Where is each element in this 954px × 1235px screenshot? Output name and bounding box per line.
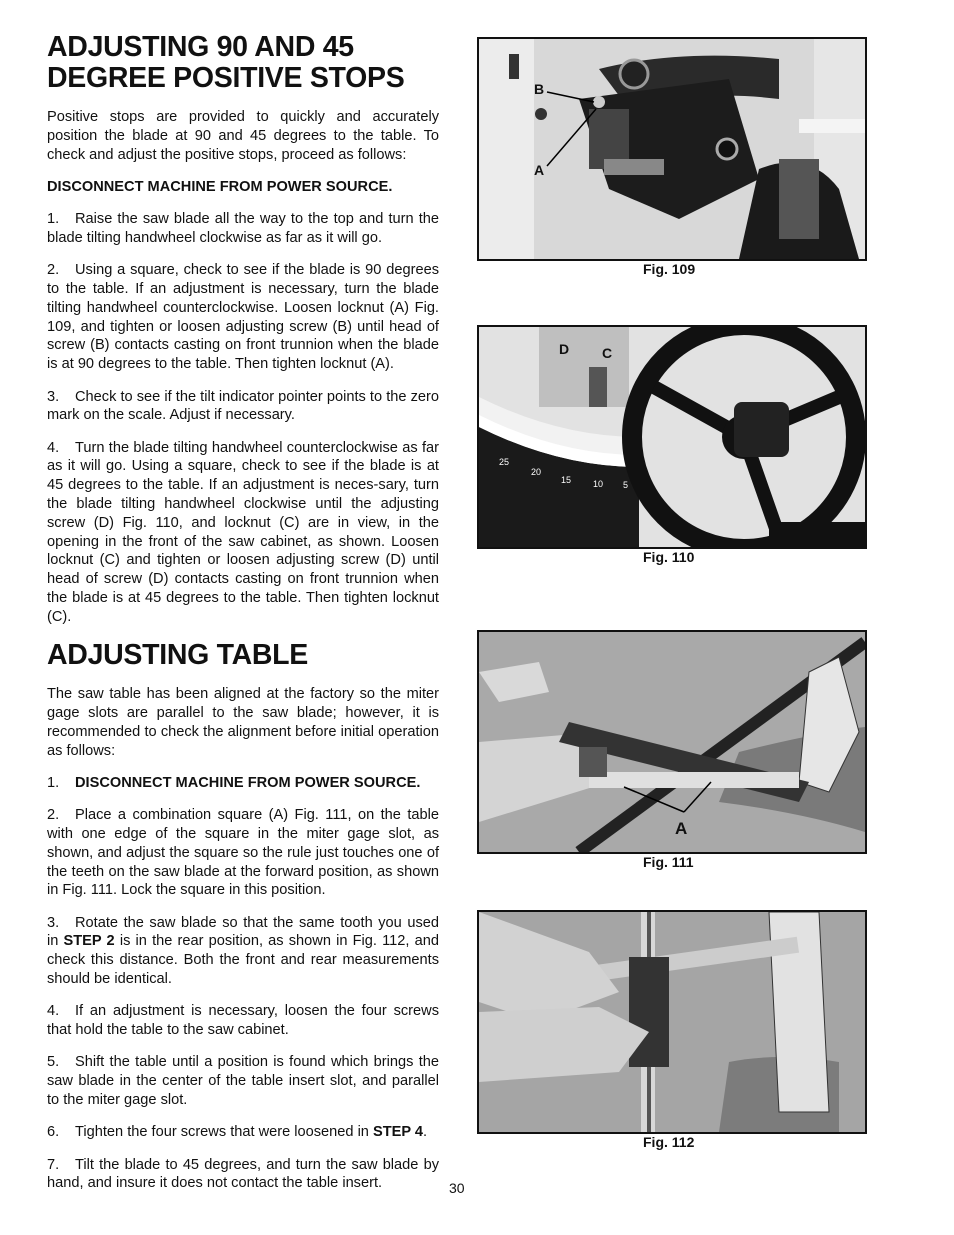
figure-109-caption: Fig. 109 (643, 261, 696, 277)
scale-tick-label: 25 (499, 457, 510, 467)
step-paragraph: 6. Tighten the four screws that were loosened in STEP 4. (47, 1124, 428, 1141)
callout-a: A (534, 162, 545, 178)
step-paragraph: 4. If an adjustment is necessary, loosen the four screws that hold the table to the saw cabinet. (47, 1003, 439, 1039)
text-column (47, 32, 439, 1207)
combination-square-front-illustration (479, 632, 865, 852)
step-paragraph: 3. Rotate the saw blade so that the same tooth you used in STEP 2 is in the rear position, as shown in Fig. 112, and check this distance. Both the front and rear measurements should be identical. (47, 914, 439, 987)
figure-109-photo (477, 37, 867, 261)
figure-111-photo (477, 630, 867, 854)
figure-110-caption: Fig. 110 (643, 549, 695, 565)
trunnion-mechanism-illustration (479, 39, 865, 259)
step-paragraph: 5. Shift the table until a position is found which brings the saw blade in the center of the table insert slot, and parallel to the miter gage slot. (47, 1054, 439, 1108)
step-paragraph: 2. Place a combination square (A) Fig. 111, on the table with one edge of the square in the miter gage slot, as shown, and adjust the square so the rule just touches one of the teeth on the saw blade at the forward position, as shown in Fig. 111. Lock the square in this position. (47, 807, 439, 899)
page-number: 30 (449, 1180, 465, 1196)
scale-tick-label: 15 (561, 475, 572, 485)
combination-square-rear-illustration (479, 912, 865, 1132)
callout-c: C (602, 345, 613, 361)
figure-112-caption: Fig. 112 (643, 1134, 695, 1150)
scale-tick-label: 20 (531, 467, 542, 477)
figure-110-photo (477, 325, 867, 549)
scale-tick-label: 10 (593, 479, 604, 489)
callout-a: A (675, 819, 688, 838)
figure-111-caption: Fig. 111 (643, 854, 694, 870)
step-paragraph: 4. Turn the blade tilting handwheel counterclockwise as far as it will go. Using a square, check to see if the blade is at 45 degrees to the table. If an adjustment is neces-sary, turn the blade tilting handwheel clockwise until the adjusting screw (D) Fig. 110, and locknut (C) are in view, in the opening in the front of the saw cabinet, as shown. Loosen locknut (C) and tighten or loosen adjusting screw (D) until head of screw (D) contacts casting on front trunnion when the blade is at 45 degrees to the table. Then tighten locknut (C). (47, 439, 439, 625)
section-title-positive-stops (47, 32, 439, 94)
intro-paragraph: Positive stops are provided to quickly and accurately position the blade at 90 and 45 degrees to the table. To check and adjust the positive stops, proceed as follows: (47, 109, 439, 163)
step-paragraph: 1. Raise the saw blade all the way to the top and turn the blade tilting handwheel clockwise as far as it will go. (47, 211, 439, 246)
section-title-adjusting-table: ADJUSTING TABLE (47, 639, 308, 672)
handwheel-scale-illustration (479, 327, 865, 547)
power-warning: DISCONNECT MACHINE FROM POWER SOURCE. (75, 774, 421, 791)
intro-paragraph: The saw table has been aligned at the factory so the miter gage slots are parallel to the saw blade; however, it is recommended to check the alignment before initial operation as follows: (47, 686, 439, 759)
title-line-2: DEGREE POSITIVE STOPS (47, 62, 405, 94)
figure-112-photo (477, 910, 867, 1134)
title-line-1: ADJUSTING 90 AND 45 (47, 31, 354, 63)
step-paragraph: 3. Check to see if the tilt indicator pointer points to the zero mark on the scale. Adjust if necessary. (47, 388, 439, 424)
callout-b: B (534, 81, 545, 97)
step-paragraph: 1. DISCONNECT MACHINE FROM POWER SOURCE. (47, 774, 421, 791)
power-warning: DISCONNECT MACHINE FROM POWER SOURCE. (47, 178, 393, 195)
step-paragraph: 7. Tilt the blade to 45 degrees, and turn the saw blade by hand, and insure it does not contact the table insert. (47, 1156, 439, 1192)
scale-tick-label: 5 (623, 480, 629, 490)
step-paragraph: 2. Using a square, check to see if the blade is 90 degrees to the table. If an adjustment is necessary, turn the blade tilting handwheel counterclockwise. Loosen locknut (A) Fig. 109, and tighten or loosen adjusting screw (B) until head of screw (B) contacts casting on front trunnion when the blade is at 90 degrees to the table. Then tighten locknut (A). (47, 262, 439, 373)
callout-d: D (559, 341, 570, 357)
